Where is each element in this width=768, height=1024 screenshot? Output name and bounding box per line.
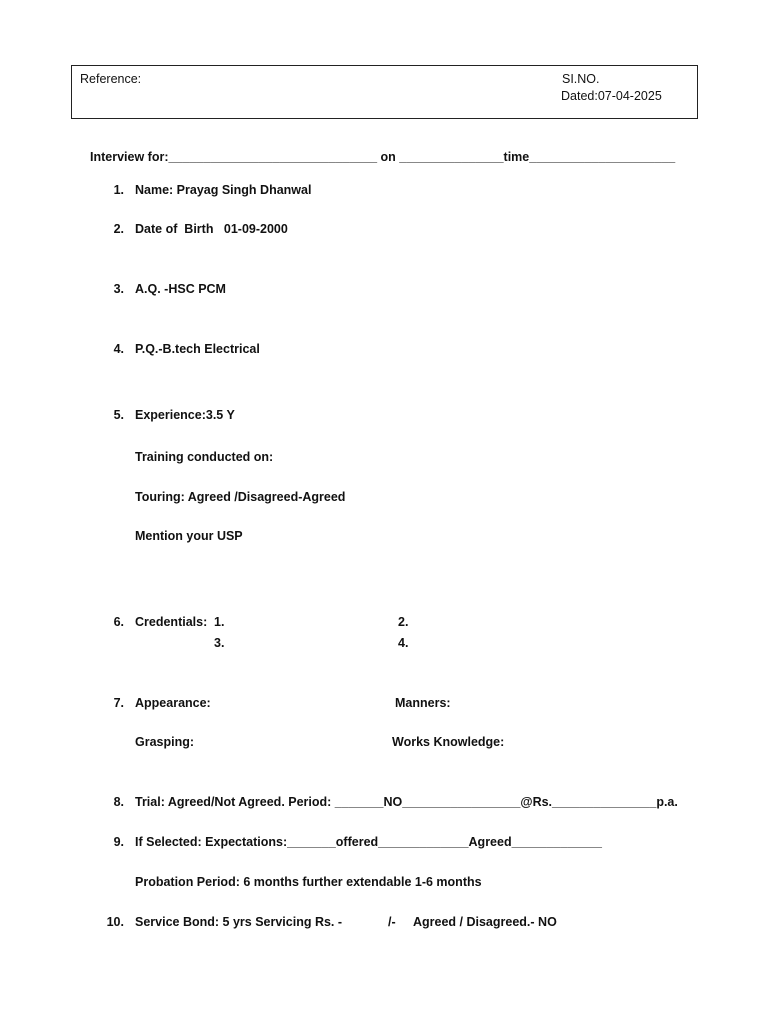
appearance-field: Appearance: (135, 696, 211, 710)
item-number: 9. (113, 835, 124, 849)
experience-field: Experience:3.5 Y (135, 408, 235, 422)
probation-field: Probation Period: 6 months further extendable 1-6 months (135, 875, 482, 889)
si-no-label: SI.NO. (562, 72, 600, 86)
item-number: 10. (106, 915, 124, 929)
item-number: 8. (113, 795, 124, 809)
item-number: 1. (113, 183, 124, 197)
usp-field: Mention your USP (135, 529, 243, 543)
item-number: 7. (113, 696, 124, 710)
credentials-label: Credentials: (135, 615, 208, 629)
credential-2: 2. (398, 615, 409, 629)
manners-field: Manners: (395, 696, 451, 710)
aq-field: A.Q. -HSC PCM (135, 282, 226, 296)
trial-field: Trial: Agreed/Not Agreed. Period: _______NO_________________@Rs._______________p.a. (135, 795, 678, 809)
credential-1: 1. (214, 615, 225, 629)
works-knowledge-field: Works Knowledge: (392, 735, 505, 749)
item-number: 5. (113, 408, 124, 422)
interview-for-line: Interview for:______________________________ on _______________time_____________________ (90, 150, 676, 164)
item-number: 3. (113, 282, 124, 296)
credential-4: 4. (398, 636, 409, 650)
item-number: 2. (113, 222, 124, 236)
dob-field: Date of Birth 01-09-2000 (135, 222, 288, 236)
dated-label: Dated:07-04-2025 (561, 89, 662, 103)
touring-field: Touring: Agreed /Disagreed-Agreed (135, 490, 346, 504)
grasping-field: Grasping: (135, 735, 195, 749)
service-bond-slash: /- (388, 915, 396, 929)
item-number: 6. (113, 615, 124, 629)
pq-field: P.Q.-B.tech Electrical (135, 342, 260, 356)
service-bond-agreed: Agreed / Disagreed.- NO (413, 915, 557, 929)
reference-label: Reference: (80, 72, 142, 86)
name-field: Name: Prayag Singh Dhanwal (135, 183, 312, 197)
credential-3: 3. (214, 636, 225, 650)
training-field: Training conducted on: (135, 450, 274, 464)
item-number: 4. (113, 342, 124, 356)
service-bond-field: Service Bond: 5 yrs Servicing Rs. - (135, 915, 343, 929)
expectations-field: If Selected: Expectations:_______offered_____________Agreed_____________ (135, 835, 602, 849)
